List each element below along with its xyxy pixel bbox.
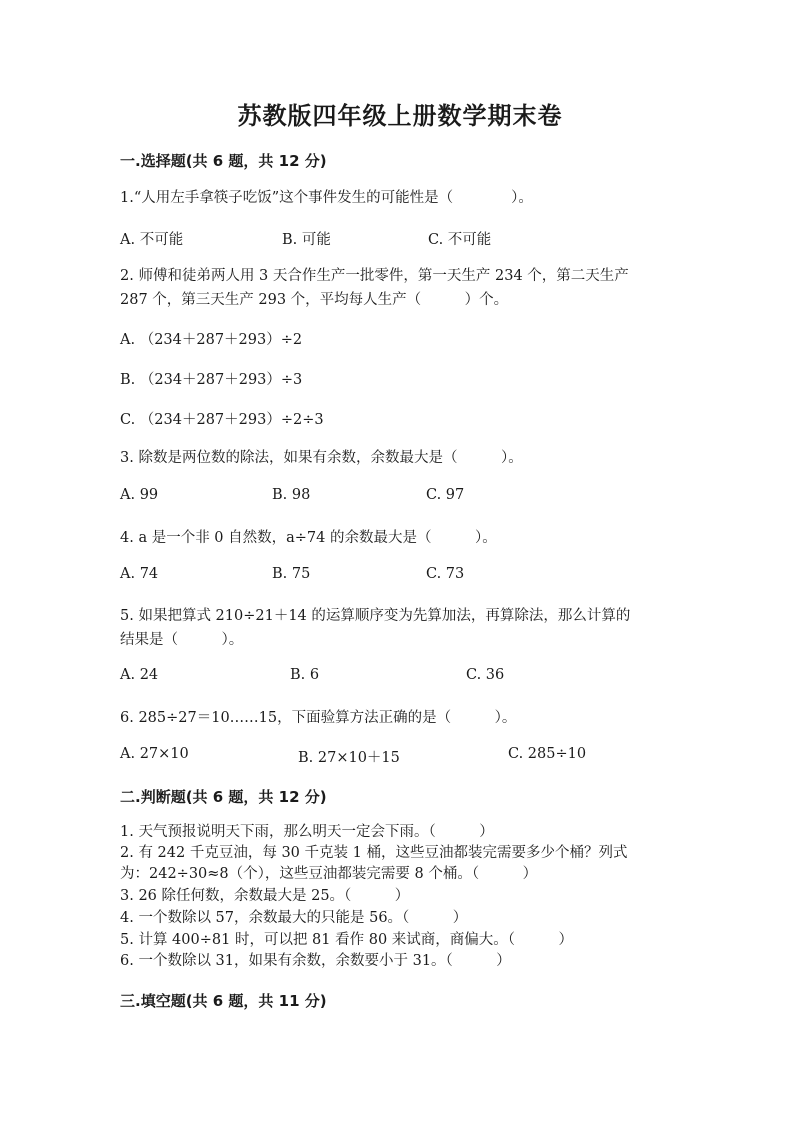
choice-question-1-option-c: C. 不可能 (428, 232, 492, 248)
choice-question-3-option-c: C. 97 (426, 487, 465, 503)
judge-question-1: 1. 天气预报说明天下雨，那么明天一定会下雨。（ ） (120, 824, 494, 840)
choice-question-6-stem: 6. 285÷27＝10……15，下面验算方法正确的是（ ）。 (120, 710, 517, 726)
choice-question-3-option-b: B. 98 (272, 487, 311, 503)
choice-question-2-option-b: B. （234＋287＋293）÷3 (120, 372, 303, 388)
judge-question-4: 4. 一个数除以 57，余数最大的只能是 56。（ ） (120, 910, 468, 926)
choice-question-1-option-a: A. 不可能 (120, 232, 184, 248)
choice-question-6-option-b: B. 27×10＋15 (298, 750, 400, 766)
choice-question-6-option-c: C. 285÷10 (508, 746, 587, 762)
judge-question-6: 6. 一个数除以 31，如果有余数，余数要小于 31。（ ） (120, 953, 511, 969)
choice-question-5-stem-line-1: 5. 如果把算式 210÷21＋14 的运算顺序变为先算加法，再算除法，那么计算的 (120, 608, 631, 624)
judge-question-3: 3. 26 除任何数，余数最大是 25。（ ） (120, 888, 410, 904)
section-heading-choice: 一.选择题(共 6 题，共 12 分) (120, 152, 327, 170)
choice-question-3-stem: 3. 除数是两位数的除法，如果有余数，余数最大是（ ）。 (120, 450, 523, 466)
choice-question-1-stem: 1.“人用左手拿筷子吃饭”这个事件发生的可能性是（ ）。 (120, 190, 533, 206)
section-heading-fill: 三.填空题(共 6 题，共 11 分) (120, 992, 327, 1010)
choice-question-4-option-a: A. 74 (120, 566, 159, 582)
judge-question-2-line-1: 2. 有 242 千克豆油，每 30 千克装 1 桶，这些豆油都装完需要多少个桶？列式 (120, 845, 628, 861)
choice-question-1-option-b: B. 可能 (282, 232, 331, 248)
choice-question-6-option-a: A. 27×10 (120, 746, 189, 762)
section-heading-judge: 二.判断题(共 6 题，共 12 分) (120, 788, 327, 806)
choice-question-2-stem-line-1: 2. 师傅和徒弟两人用 3 天合作生产一批零件，第一天生产 234 个，第二天生产 (120, 268, 629, 284)
choice-question-5-option-c: C. 36 (466, 667, 505, 683)
choice-question-4-option-c: C. 73 (426, 566, 465, 582)
choice-question-3-option-a: A. 99 (120, 487, 159, 503)
choice-question-2-option-a: A. （234＋287＋293）÷2 (120, 332, 303, 348)
choice-question-2-stem-line-2: 287 个，第三天生产 293 个，平均每人生产（ ）个。 (120, 292, 509, 308)
choice-question-5-stem-line-2: 结果是（ ）。 (120, 632, 244, 648)
choice-question-5-option-a: A. 24 (120, 667, 159, 683)
exam-title: 苏教版四年级上册数学期末卷 (237, 102, 563, 130)
judge-question-2-line-2: 为：242÷30≈8（个），这些豆油都装完需要 8 个桶。（ ） (120, 866, 538, 882)
choice-question-5-option-b: B. 6 (290, 667, 320, 683)
choice-question-4-option-b: B. 75 (272, 566, 311, 582)
choice-question-2-option-c: C. （234＋287＋293）÷2÷3 (120, 412, 324, 428)
judge-question-5: 5. 计算 400÷81 时，可以把 81 看作 80 来试商，商偏大。（ ） (120, 932, 574, 948)
choice-question-4-stem: 4. a 是一个非 0 自然数，a÷74 的余数最大是（ ）。 (120, 530, 497, 546)
